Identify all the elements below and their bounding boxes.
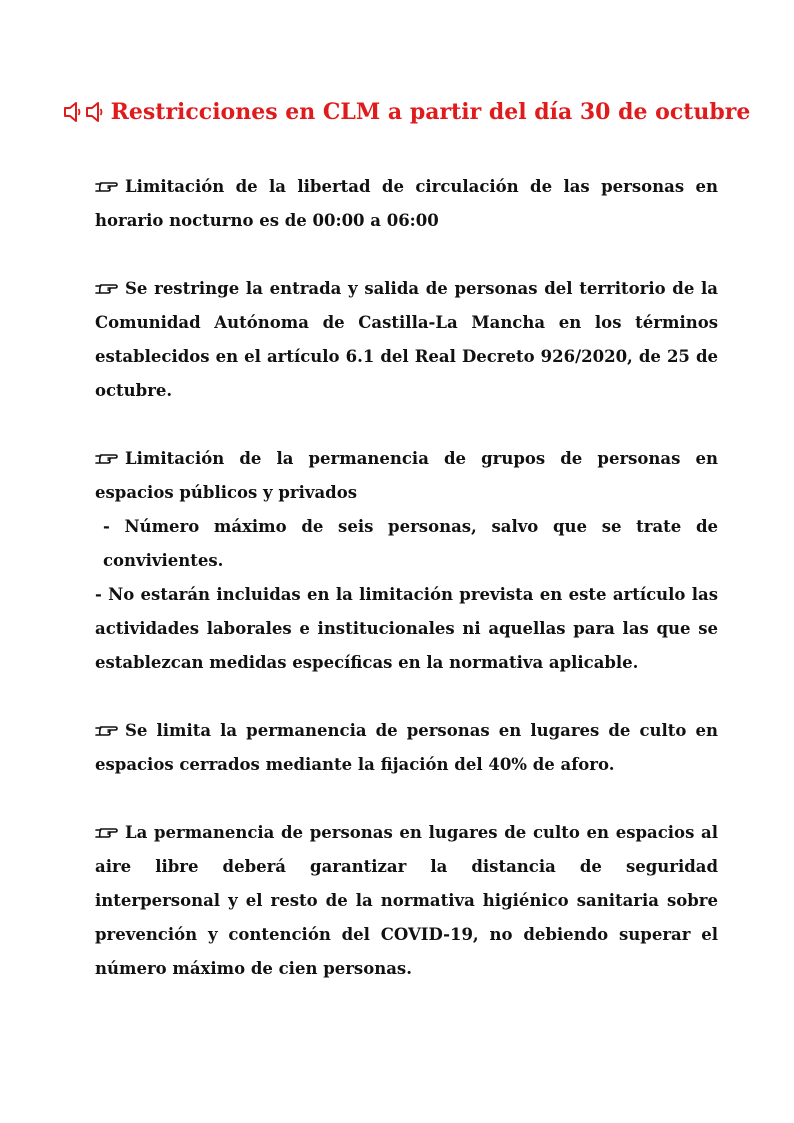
section-paragraph (95, 714, 718, 782)
pointing-hand-icon (95, 279, 119, 297)
document-page (95, 96, 751, 986)
list-item: - Número máximo de seis personas, salvo que se trate de convivientes. (103, 517, 718, 570)
pointing-hand-icon (95, 177, 119, 195)
section-paragraph (95, 442, 718, 510)
section-paragraph (95, 272, 718, 408)
pointing-hand-icon (95, 823, 119, 841)
section-text: Se limita la permanencia de personas en lugares de culto en espacios cerrados mediante la fijación del 40% de aforo. (95, 721, 718, 774)
section-paragraph (95, 816, 718, 986)
pointing-hand-icon (95, 449, 119, 467)
section-text: Limitación de la permanencia de grupos de personas en espacios públicos y privados (95, 449, 718, 502)
title-text: Restricciones en CLM a partir del día 30 de octubre (110, 99, 751, 125)
restriction-section-3 (95, 442, 718, 680)
title-icons (63, 101, 105, 123)
section-text: La permanencia de personas en lugares de culto en espacios al aire libre deberá garantizar la distancia de seguridad interpersonal y el resto de la normativa higiénico sanitaria sobre prevención y contención del COVID-19, no debiendo superar el número máximo de cien personas. (95, 823, 718, 978)
section-text: Se restringe la entrada y salida de personas del territorio de la Comunidad Autónoma de Castilla-La Mancha en los términos establecidos en el artículo 6.1 del Real Decreto 926/2020, de 25 de octubre. (95, 279, 718, 400)
restriction-section-4 (95, 714, 718, 782)
restriction-section-5 (95, 816, 718, 986)
restriction-section-1 (95, 170, 718, 238)
restriction-section-2 (95, 272, 718, 408)
pointing-hand-icon (95, 721, 119, 739)
speaker-icon (85, 101, 105, 123)
list-item: - No estarán incluidas en la limitación prevista en este artículo las actividades laborales e institucionales ni aquellas para las que se establezcan medidas específicas en la normativa aplicable. (95, 585, 718, 672)
document-title (95, 96, 751, 128)
section-paragraph (95, 170, 718, 238)
speaker-icon (63, 101, 83, 123)
section-text: Limitación de la libertad de circulación de las personas en horario nocturno es de 00:00 a 06:00 (95, 177, 718, 230)
